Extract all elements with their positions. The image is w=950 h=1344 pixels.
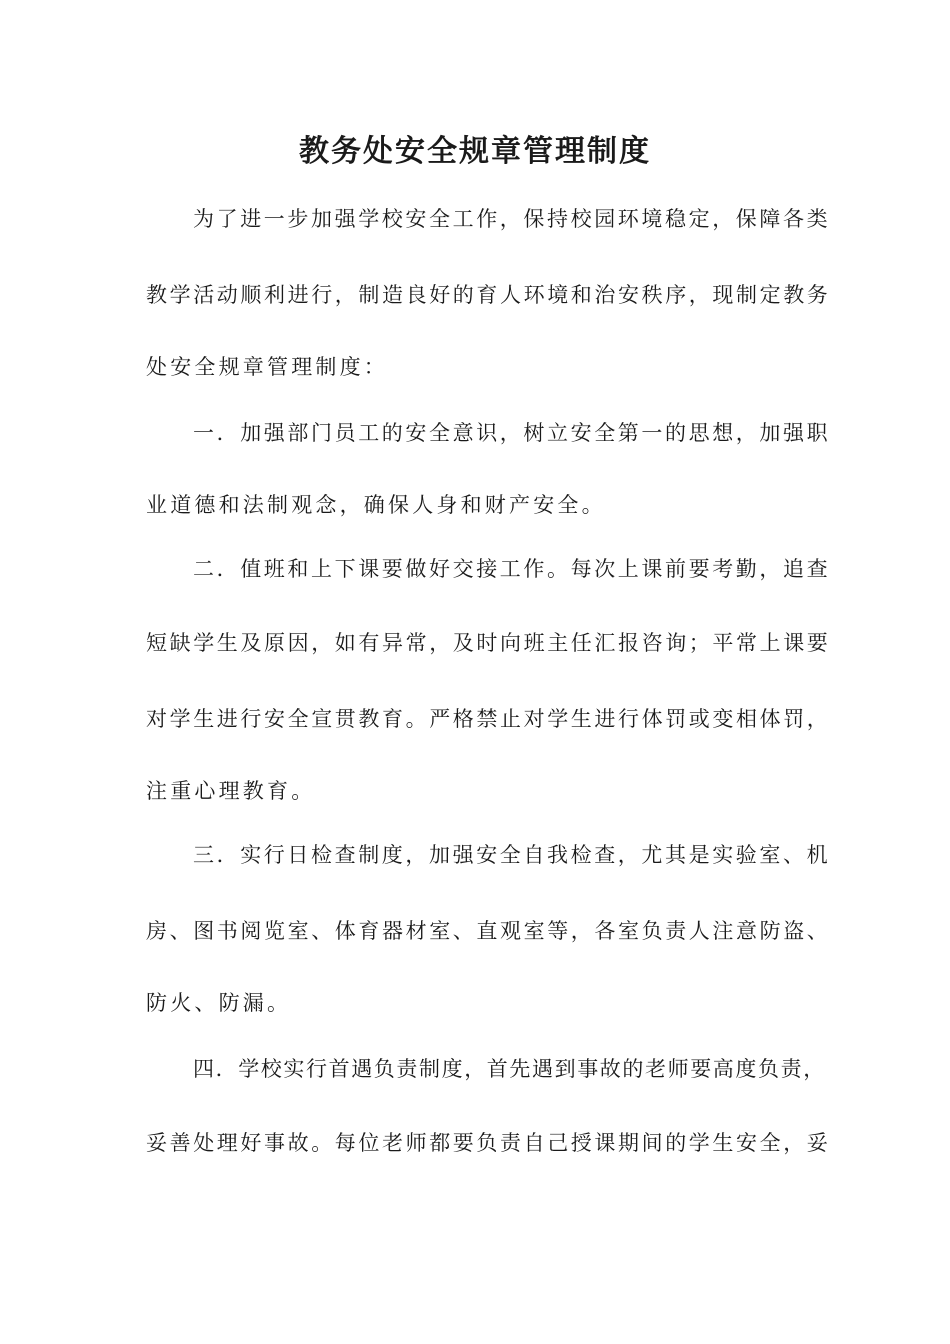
paragraph-line: 注重心理教育。 <box>146 779 316 803</box>
document-title: 教务处安全规章管理制度 <box>299 134 651 169</box>
paragraph-line: 房、图书阅览室、体育器材室、直观室等，各室负责人注意防盗、 <box>146 919 831 943</box>
paragraph-line: 教学活动顺利进行，制造良好的育人环境和治安秩序，现制定教务 <box>146 283 831 307</box>
paragraph-line: 短缺学生及原因，如有异常，及时向班主任汇报咨询；平常上课要 <box>146 631 831 655</box>
paragraph-line: 一．加强部门员工的安全意识，树立安全第一的思想，加强职 <box>193 421 831 445</box>
paragraph-line: 业道德和法制观念，确保人身和财产安全。 <box>146 493 606 517</box>
paragraph-line: 四．学校实行首遇负责制度，首先遇到事故的老师要高度负责， <box>193 1057 826 1081</box>
paragraph-line: 防火、防漏。 <box>146 991 292 1015</box>
paragraph-line: 对学生进行安全宣贯教育。严格禁止对学生进行体罚或变相体罚， <box>146 707 831 731</box>
paragraph-line: 处安全规章管理制度： <box>146 355 388 379</box>
paragraph-line: 为了进一步加强学校安全工作，保持校园环境稳定，保障各类 <box>193 207 831 231</box>
paragraph-line: 妥善处理好事故。每位老师都要负责自己授课期间的学生安全，妥 <box>146 1131 831 1155</box>
paragraph-line: 二．值班和上下课要做好交接工作。每次上课前要考勤，追查 <box>193 557 831 581</box>
paragraph-line: 三．实行日检查制度，加强安全自我检查，尤其是实验室、机 <box>193 843 831 867</box>
